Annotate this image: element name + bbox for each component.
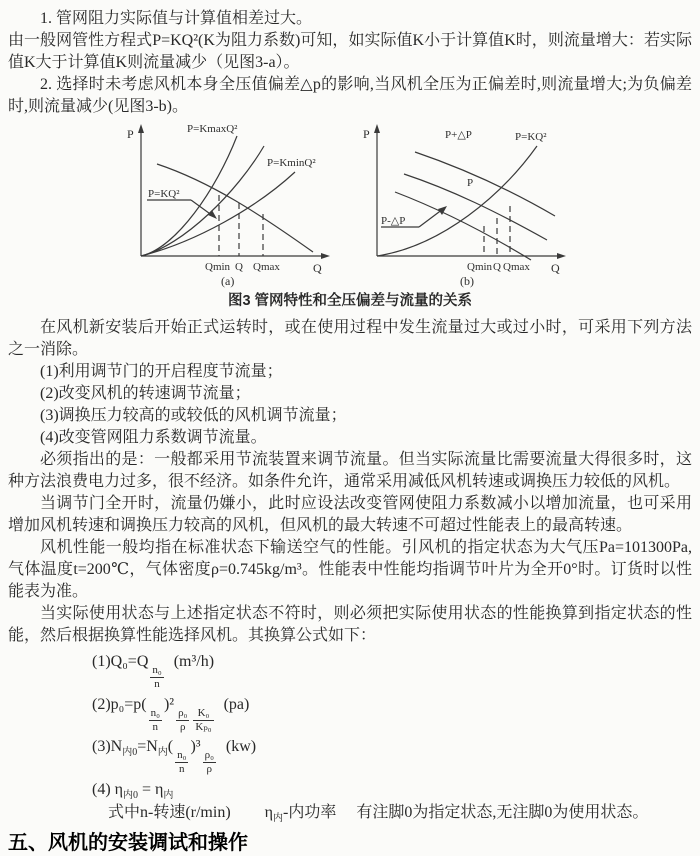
fraction: $\frac{\text{n₀}}{n}$ — [177, 749, 187, 776]
legend-speed: 式中n-转速(r/min) — [108, 803, 231, 821]
formula-text: (4) η — [92, 780, 124, 798]
paragraph-resistance-mismatch: 1. 管网阻力实际值与计算值相差过大。 — [40, 10, 313, 27]
formula-unit: (kw) — [225, 738, 257, 756]
formula-flow — [92, 649, 692, 692]
formula-text: =N — [137, 738, 158, 756]
y-axis-arrow — [138, 124, 144, 133]
paragraph-conversion-intro: 当实际使用状态与上述指定状态不符时，则必须把实际使用状态的性能换算到指定状态的性能，然后根据换算性能选择风机。其换算公式如下： — [8, 605, 692, 644]
legend-power: $\eta_内-$内功率 — [264, 803, 337, 824]
fraction: $\frac{\text{ρ₀}}{\rho}$ — [178, 706, 188, 733]
section-heading-installation: 五、风机的安装调试和操作 — [8, 831, 248, 854]
figure3b-plot — [357, 120, 579, 288]
tick-q-label: Q — [235, 261, 243, 273]
list-item: (1)利用调节门的开启程度节流量； — [40, 363, 283, 380]
label-arrowhead — [208, 210, 217, 219]
curve-p-label: P — [467, 177, 474, 189]
x-axis-arrow — [557, 253, 566, 259]
formula-pressure — [92, 692, 692, 735]
curve-kq-label: P=KQ² — [515, 131, 547, 143]
label-arrow-line — [419, 209, 443, 227]
axis-q-label: Q — [551, 261, 560, 275]
formula-text: (1)Q₀=Q — [92, 653, 149, 670]
paragraph-throttling-note: 必须指出的是：一般都采用节流装置来调节流量。但当实际流量比需要流量大得很多时，这种方法浪费电力过多，很不经济。如条件允许，通常采用减低风机转速或调换压力较低的风机。 — [8, 451, 692, 490]
curve-k-label: P=KQ² — [148, 188, 180, 200]
curve-p — [404, 174, 547, 240]
formula-exponent: )² — [163, 695, 175, 713]
formula-text: (2)p₀=p( — [92, 695, 147, 713]
figure3a-plot — [121, 120, 343, 288]
curve-kmin-label: P=KminQ² — [267, 157, 316, 169]
tick-qmin-label: Qmin — [205, 261, 231, 273]
paragraph-flow-correction-intro: 在风机新安装后开始正式运转时，或在使用过程中发生流量过大或过小时，可采用下列方法之一消除。 — [8, 319, 692, 358]
y-axis-arrow — [374, 124, 380, 133]
figure3-caption: 图3 管网特性和全压偏差与流量的关系 — [227, 293, 473, 309]
paragraph-standard-condition: 风机性能一般均指在标准状态下输送空气的性能。引风机的指定状态为大气压Pa=101300Pa,气体温度t=200℃，气体密度ρ=0.745kg/m³。性能表中性能均指调节叶片为全开0°时。订货时以性能表为准。 — [8, 539, 692, 600]
subscript: 内 — [163, 789, 174, 801]
tick-qmin-label: Qmin — [467, 261, 493, 273]
subscript: 内0 — [123, 789, 139, 801]
legend-footnote: 有注脚0为指定状态,无注脚0为使用状态。 — [356, 803, 649, 821]
subplot-b-label: (b) — [460, 274, 474, 288]
tick-q-label: Q — [493, 261, 501, 273]
subscript: 内 — [157, 747, 168, 759]
paragraph-valve-fully-open: 当调节门全开时，流量仍嫌小，此时应设法改变管网使阻力系数减小以增加流量，也可采用增加风机转速和调换压力较高的风机，但风机的最大转速不可超过性能表上的最高转速。 — [8, 495, 692, 534]
axis-p-label: P — [363, 127, 370, 141]
curve-kmin — [141, 172, 295, 256]
paragraph-pipe-equation: 由一般网管性方程式P=KQ²(K为阻力系数)可知，如实际值K小于计算值K时，则流量增大：若实际值K大于计算值K则流量减少（见图3-a）。 — [8, 32, 692, 71]
fraction: $\frac{\text{ρ₀}}{\rho}$ — [204, 749, 214, 776]
subplot-a-label: (a) — [221, 274, 235, 288]
axis-q-label: Q — [313, 261, 322, 275]
flow-adjust-method-list — [8, 361, 692, 449]
curve-p-minus — [395, 192, 531, 260]
formula-text: = η — [138, 780, 164, 798]
fraction: $\frac{\text{K₀}}{\text{Kₚ₀}}$ — [195, 706, 212, 733]
figure3 — [8, 120, 692, 288]
curve-p-minus-label: P-△P — [381, 215, 406, 227]
tick-qmax-label: Qmax — [253, 261, 280, 273]
axis-p-label: P — [127, 127, 134, 141]
subscript: 内0 — [122, 747, 138, 759]
formula-exponent: )³ — [190, 738, 201, 756]
formula-unit: (m³/h) — [173, 653, 215, 670]
curve-kq — [377, 146, 537, 256]
list-item: (2)改变风机的转速调节流量； — [40, 385, 251, 402]
formula-text: (3)N — [92, 738, 123, 756]
fraction: $\frac{\text{n₀}}{n}$ — [152, 664, 162, 691]
formula-power — [92, 734, 692, 777]
conversion-formulas — [92, 649, 692, 802]
fraction: $\frac{\text{n₀}}{n}$ — [150, 706, 160, 733]
x-axis-arrow — [321, 253, 330, 259]
curve-p-plus-label: P+△P — [445, 129, 472, 141]
subscript: 内 — [273, 812, 284, 824]
paragraph-pressure-deviation: 2. 选择时未考虑风机本身全压值偏差△p的影响,当风机全压为正偏差时,则流量增大;为负偏差时,则流量减少(见图3-b)。 — [8, 76, 692, 115]
formula-unit: (pa) — [223, 695, 250, 713]
list-item: (4)改变管网阻力系数调节流量。 — [40, 429, 267, 446]
formula-legend — [108, 802, 692, 824]
tick-qmax-label: Qmax — [503, 261, 530, 273]
formula-efficiency — [92, 777, 692, 802]
curve-p-plus — [415, 152, 555, 216]
curve-kmax-label: P=KmaxQ² — [187, 123, 238, 135]
formula-text: ( — [167, 738, 174, 756]
list-item: (3)调换压力较高的或较低的风机调节流量； — [40, 407, 347, 424]
